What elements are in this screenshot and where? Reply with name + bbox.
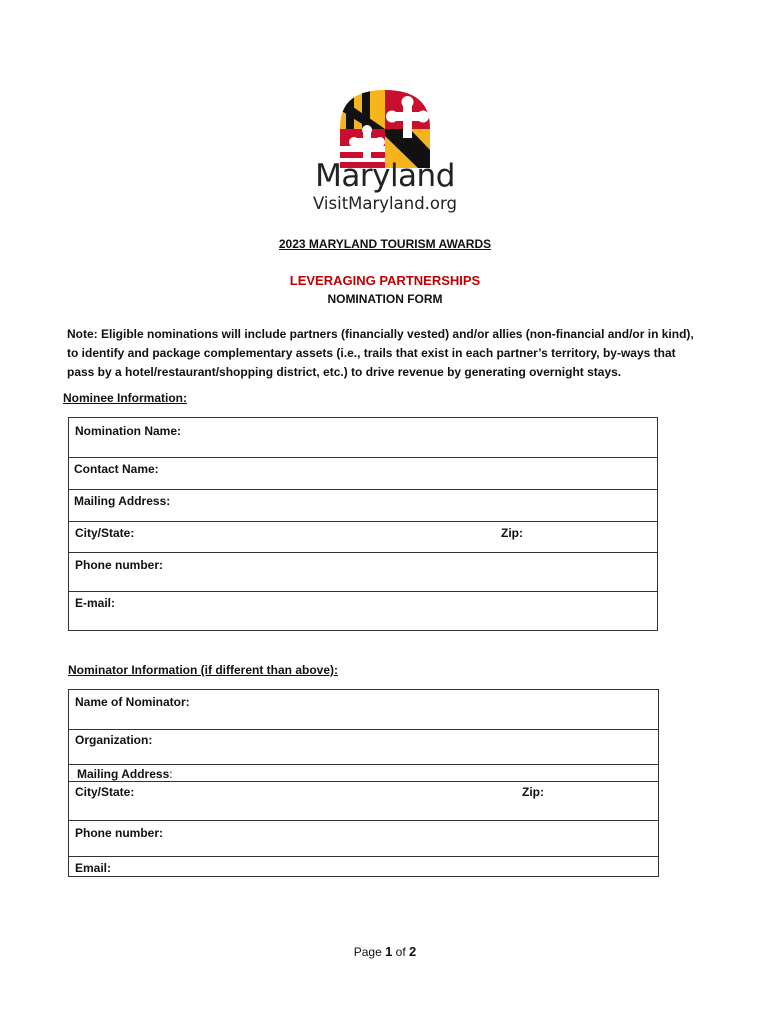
awards-title: 2023 MARYLAND TOURISM AWARDS [278,237,492,251]
email-label: E-mail: [75,596,116,610]
category-title: LEVERAGING PARTNERSHIPS [289,273,481,288]
nominator-name-label: Name of Nominator: [75,695,190,709]
nominator-city-state-label: City/State: [75,785,135,799]
nominator-mailing-row[interactable] [69,765,658,782]
nomination-name-row[interactable] [69,418,657,458]
email-row[interactable] [69,592,657,630]
nominator-zip-label: Zip: [522,785,544,799]
organization-label: Organization: [75,733,153,747]
phone-label: Phone number: [75,558,164,572]
page-word: Page [353,945,382,959]
organization-row[interactable] [69,730,658,765]
nominator-table [68,689,659,877]
nominee-heading: Nominee Information: [63,391,188,405]
page-total: 2 [409,944,417,959]
mailing-address-row[interactable] [69,490,657,522]
form-type-title: NOMINATION FORM [327,292,443,306]
mailing-address-label: Mailing Address: [74,494,171,508]
nominee-table [68,417,658,631]
nominator-heading: Nominator Information (if different than above): [68,663,338,677]
contact-name-row[interactable] [69,458,657,490]
nominator-phone-row[interactable] [69,821,658,857]
logo-wordmark: Maryland [315,158,455,194]
contact-name-label: Contact Name: [74,462,159,476]
logo-website: VisitMaryland.org [313,194,457,213]
nominator-name-row[interactable] [69,690,658,730]
page-footer [0,944,770,959]
nominator-email-row[interactable] [69,857,658,876]
of-word: of [395,945,406,959]
nominator-mailing-label: Mailing Address: [77,767,173,781]
city-state-label: City/State: [75,526,135,540]
nominator-phone-label: Phone number: [75,826,164,840]
zip-label: Zip: [501,526,523,540]
nominator-city-state-row[interactable] [69,782,658,821]
city-state-row[interactable] [69,522,657,553]
nomination-name-label: Nomination Name: [75,424,182,438]
page-current: 1 [385,944,393,959]
phone-row[interactable] [69,553,657,592]
eligibility-note: Note: Eligible nominations will include partners (financially vested) and/or allies (non-financial and/or in kind), to identify and package complementary assets (i.e., trails that exist in each partner’s territory, by-ways that pass by a hotel/restaurant/shopping district, etc.) to drive revenue by generating overnight stays. [67,327,694,379]
nominator-email-label: Email: [75,861,112,875]
